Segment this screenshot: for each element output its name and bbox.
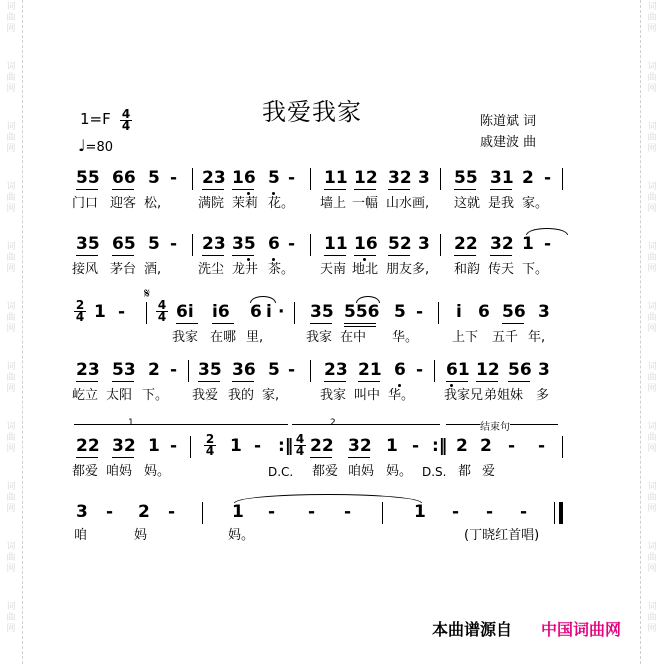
repeat-end-sign: :‖: [278, 436, 294, 456]
lyric: 华。: [392, 330, 419, 345]
note: 35: [198, 360, 222, 380]
note: 32: [112, 436, 136, 456]
note: 6: [250, 302, 262, 322]
lyricist-credit: 陈道斌 词: [480, 114, 537, 129]
lyric: 我爱: [192, 388, 219, 403]
volta-2: [292, 418, 440, 431]
lyric: 和韵: [454, 262, 481, 277]
note: -: [288, 168, 296, 188]
time-signature: [74, 300, 86, 323]
ts-numerator: 4: [157, 298, 167, 312]
volta-1-label: 1: [128, 418, 134, 428]
watermark-text: 词 曲 网: [6, 122, 16, 154]
watermark-text: 词 曲 网: [6, 242, 16, 274]
right-watermark-strip: [640, 0, 662, 664]
lyric: 都: [458, 464, 472, 479]
note: -: [508, 436, 516, 456]
ending-label: 结束句: [480, 418, 510, 433]
note: 5: [148, 168, 160, 188]
lyrics-row-2: [72, 262, 564, 282]
lyric: 酒,: [144, 262, 162, 277]
watermark-text: 词 曲 网: [6, 182, 16, 214]
note: 6: [268, 234, 280, 254]
note: 5: [148, 234, 160, 254]
lyrics-row-3: [72, 330, 564, 350]
note: 23: [324, 360, 348, 380]
segno-icon: 𝄋: [144, 286, 151, 302]
ts-numerator: 2: [75, 298, 85, 312]
note: 3: [418, 168, 430, 188]
time-signature: [204, 434, 216, 457]
lyric: 朋友多,: [386, 262, 430, 277]
tie: [526, 228, 568, 235]
ts-numerator: 2: [205, 432, 215, 446]
lyric: 茉莉: [232, 196, 259, 211]
lyric: 在哪: [210, 330, 237, 345]
lyric: 里,: [246, 330, 264, 345]
quarter-note-icon: ♩: [78, 136, 86, 155]
note: 21: [358, 360, 382, 380]
watermark-text: 词 曲 网: [647, 302, 657, 334]
ts-numerator: 4: [295, 432, 305, 446]
note: -: [170, 168, 178, 188]
note: -: [288, 360, 296, 380]
lyric: 龙井: [232, 262, 259, 277]
note: 2: [148, 360, 160, 380]
watermark-text: 词 曲 网: [647, 182, 657, 214]
note: -: [288, 234, 296, 254]
note: 3: [538, 302, 550, 322]
score-row-3: [72, 286, 564, 326]
note: 23: [202, 168, 226, 188]
lyric: 下。: [142, 388, 169, 403]
lyric: 迎客: [110, 196, 137, 211]
lyric: 在中: [340, 330, 367, 345]
note: 66: [112, 168, 136, 188]
lyric: 妈。: [386, 464, 413, 479]
note: 1: [414, 502, 426, 522]
ts-denominator: 4: [75, 310, 85, 324]
note: -: [544, 234, 552, 254]
note: -: [268, 502, 276, 522]
lyric: 咱: [74, 528, 88, 543]
lyric: 接风: [72, 262, 99, 277]
note: -: [412, 436, 420, 456]
watermark-text: 词 曲 网: [647, 362, 657, 394]
song-title: 我爱我家: [262, 98, 362, 126]
note: 1: [94, 302, 106, 322]
note: 2: [522, 168, 534, 188]
note: 2: [138, 502, 150, 522]
site-name-link[interactable]: 中国词曲网: [541, 620, 622, 639]
note: 22: [76, 436, 100, 456]
lyric: 弟姐妹: [484, 388, 524, 403]
composer-credit: 戚建波 曲: [480, 135, 537, 150]
note: 3: [538, 360, 550, 380]
lyrics-row-6: [72, 528, 564, 548]
note: i: [266, 302, 272, 322]
score-row-1: [72, 168, 564, 192]
watermark-text: 词 曲 网: [6, 362, 16, 394]
note: 12: [354, 168, 378, 188]
note: -: [538, 436, 546, 456]
note: 16: [354, 234, 378, 254]
note: 1: [386, 436, 398, 456]
tempo-value: =80: [85, 140, 113, 155]
lyric: 是我: [488, 196, 515, 211]
tempo-marking: [78, 136, 113, 155]
note: 53: [112, 360, 136, 380]
left-watermark-strip: [0, 0, 23, 664]
note: 55: [76, 168, 100, 188]
note: 23: [202, 234, 226, 254]
watermark-text: 词 曲 网: [6, 602, 16, 634]
note: 6i: [176, 302, 194, 322]
note: 556: [344, 302, 380, 322]
lyric: 一幅: [352, 196, 379, 211]
watermark-text: 词 曲 网: [647, 482, 657, 514]
note: 2: [480, 436, 492, 456]
watermark-text: 词 曲 网: [6, 302, 16, 334]
note: 5: [268, 360, 280, 380]
lyric: 咱妈: [348, 464, 375, 479]
note: -: [344, 502, 352, 522]
note: -: [118, 302, 126, 322]
time-signature: [156, 300, 168, 323]
watermark-text: 词 曲 网: [6, 2, 16, 34]
watermark-text: 词 曲 网: [647, 242, 657, 274]
lyric: 我家: [306, 330, 333, 345]
score-row-4: [72, 360, 564, 384]
volta-1: [74, 418, 288, 431]
lyric: 茶。: [268, 262, 295, 277]
note: 55: [454, 168, 478, 188]
da-capo-marking: D.C.: [268, 465, 294, 479]
lyrics-row-5: [72, 464, 564, 484]
note: 36: [232, 360, 256, 380]
lyric: 我家: [172, 330, 199, 345]
lyric: 门口: [72, 196, 99, 211]
slur: [356, 296, 380, 303]
note: 32: [348, 436, 372, 456]
lyric: 这就: [454, 196, 481, 211]
lyric: 多: [536, 388, 550, 403]
note: 56: [502, 302, 526, 322]
lyric: 妈: [134, 528, 148, 543]
lyric: 上下: [452, 330, 479, 345]
note: 1: [232, 502, 244, 522]
lyrics-row-4: [72, 388, 564, 408]
singer-credit: (丁晓红首唱): [464, 528, 540, 543]
note: -: [170, 234, 178, 254]
note: -: [520, 502, 528, 522]
note: 1: [148, 436, 160, 456]
note: 1: [522, 234, 534, 254]
lyric: 山水画,: [386, 196, 430, 211]
lyric: 屹立: [72, 388, 99, 403]
lyric: 家。: [522, 196, 549, 211]
lyric: 洗尘: [198, 262, 225, 277]
watermark-text: 词 曲 网: [6, 482, 16, 514]
lyric: 我家兄: [444, 388, 484, 403]
lyric: 松,: [144, 196, 162, 211]
note: 52: [388, 234, 412, 254]
note: 31: [490, 168, 514, 188]
note: -: [254, 436, 262, 456]
lyric: 妈。: [228, 528, 255, 543]
lyric: 咱妈: [106, 464, 133, 479]
time-signature: [120, 109, 132, 132]
lyric: 爱: [482, 464, 496, 479]
lyric: 墙上: [320, 196, 347, 211]
note: i: [456, 302, 462, 322]
source-label: 本曲谱源自: [432, 620, 513, 639]
tie: [234, 494, 422, 503]
note: 11: [324, 168, 348, 188]
lyric: 茅台: [110, 262, 137, 277]
ts-denominator: 4: [157, 310, 167, 324]
volta-2-label: 2: [330, 418, 336, 428]
note: 6: [478, 302, 490, 322]
time-signature-denominator: 4: [121, 119, 131, 133]
watermark-text: 词 曲 网: [647, 422, 657, 454]
watermark-text: 词 曲 网: [6, 542, 16, 574]
note: 12: [476, 360, 500, 380]
score-row-6: [72, 502, 564, 526]
lyric: 满院: [198, 196, 225, 211]
note: 56: [508, 360, 532, 380]
score-row-5: [72, 432, 564, 460]
note: -: [308, 502, 316, 522]
watermark-text: 词 曲 网: [647, 602, 657, 634]
note: 3: [76, 502, 88, 522]
note: 35: [76, 234, 100, 254]
note: 1: [230, 436, 242, 456]
note: 6: [394, 360, 406, 380]
note: -: [168, 502, 176, 522]
note: 3: [418, 234, 430, 254]
note: 35: [310, 302, 334, 322]
note: 22: [310, 436, 334, 456]
lyric: 下。: [522, 262, 549, 277]
time-signature-numerator: 4: [121, 107, 131, 121]
lyrics-row-1: [72, 196, 564, 216]
note: 11: [324, 234, 348, 254]
note: 22: [454, 234, 478, 254]
lyric: 花。: [268, 196, 295, 211]
lyric: 五千: [492, 330, 519, 345]
note: 61: [446, 360, 470, 380]
tie: [250, 296, 276, 303]
lyric: 太阳: [106, 388, 133, 403]
watermark-text: 词 曲 网: [647, 542, 657, 574]
note: -: [106, 502, 114, 522]
watermark-text: 词 曲 网: [647, 2, 657, 34]
note: -: [416, 302, 424, 322]
lyric: 都爱: [312, 464, 339, 479]
note: 65: [112, 234, 136, 254]
lyric: 地北: [352, 262, 379, 277]
lyric: 都爱: [72, 464, 99, 479]
ts-denominator: 4: [295, 444, 305, 458]
note: 23: [76, 360, 100, 380]
watermark-text: 词 曲 网: [647, 122, 657, 154]
lyric: 我家: [320, 388, 347, 403]
watermark-text: 词 曲 网: [6, 62, 16, 94]
watermark-text: 词 曲 网: [647, 62, 657, 94]
lyric: 妈。: [144, 464, 171, 479]
note: -: [452, 502, 460, 522]
dal-segno-marking: D.S.: [422, 465, 447, 479]
note: -: [486, 502, 494, 522]
note: ·: [278, 302, 285, 322]
note: 32: [490, 234, 514, 254]
note: -: [416, 360, 424, 380]
ending-bracket: [446, 424, 558, 431]
note: -: [544, 168, 552, 188]
lyric: 华。: [388, 388, 415, 403]
lyric: 家,: [262, 388, 280, 403]
ts-denominator: 4: [205, 444, 215, 458]
score-row-2: [72, 234, 564, 258]
note: -: [170, 436, 178, 456]
time-signature: [294, 434, 306, 457]
repeat-end-sign: :‖: [432, 436, 448, 456]
lyric: 叫中: [354, 388, 381, 403]
note: 16: [232, 168, 256, 188]
note: 2: [456, 436, 468, 456]
key-signature: 1=F: [80, 110, 111, 128]
note: i6: [212, 302, 230, 322]
note: 5: [268, 168, 280, 188]
note: 35: [232, 234, 256, 254]
lyric: 年,: [528, 330, 546, 345]
note: 32: [388, 168, 412, 188]
lyric: 天南: [320, 262, 347, 277]
lyric: 我的: [228, 388, 255, 403]
watermark-text: 词 曲 网: [6, 422, 16, 454]
note: -: [170, 360, 178, 380]
note: 5: [394, 302, 406, 322]
lyric: 传天: [488, 262, 515, 277]
